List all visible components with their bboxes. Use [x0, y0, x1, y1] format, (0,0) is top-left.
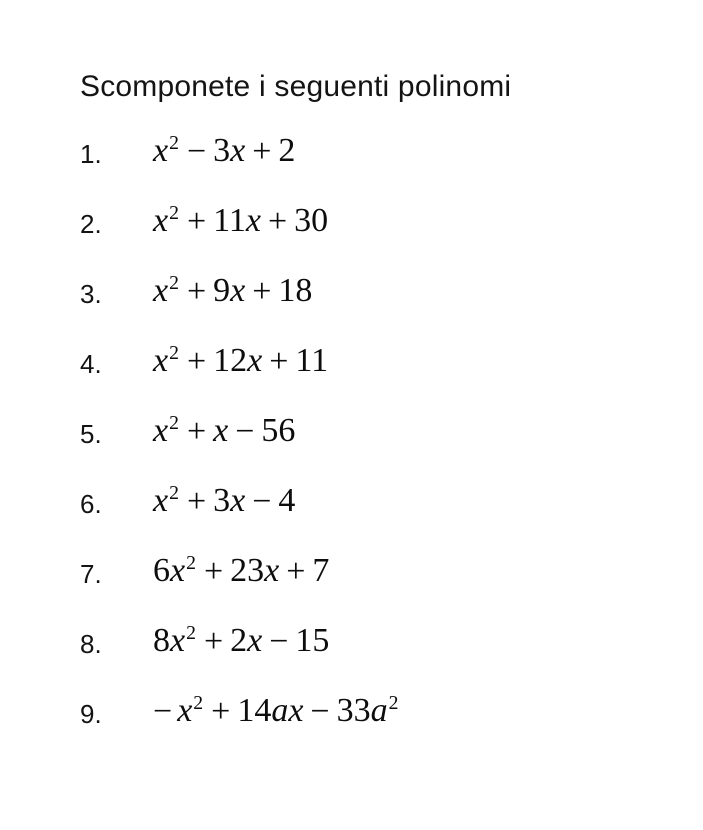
math-token: 2	[186, 622, 196, 645]
math-token: x	[153, 342, 169, 380]
math-token: 2	[169, 132, 179, 155]
math-token: x	[230, 132, 246, 170]
problem-row	[80, 677, 703, 747]
math-token: 56	[261, 412, 296, 450]
math-token: +	[269, 342, 289, 380]
math-token: x	[230, 482, 246, 520]
math-token: −	[269, 622, 289, 660]
math-token: 7	[312, 552, 330, 590]
math-token: +	[203, 622, 224, 660]
problem-row	[80, 397, 703, 467]
polynomial-expression	[153, 272, 312, 310]
math-token: +	[186, 412, 207, 450]
math-token: 2	[169, 202, 179, 225]
math-token: +	[252, 272, 272, 310]
math-token: +	[267, 202, 288, 240]
math-token: 2	[186, 552, 196, 575]
math-token: x	[230, 272, 246, 310]
math-token: x	[247, 622, 263, 660]
math-token: +	[186, 482, 207, 520]
math-token: x	[213, 412, 229, 450]
math-token: +	[252, 132, 272, 170]
math-token: +	[203, 552, 224, 590]
problem-row	[80, 187, 703, 257]
polynomial-expression	[153, 552, 329, 590]
problem-row	[80, 117, 703, 187]
problem-number: 5.	[80, 419, 102, 449]
problem-number: 9.	[80, 699, 102, 729]
math-token: 30	[294, 202, 329, 240]
math-token: +	[186, 272, 207, 310]
math-token: +	[286, 552, 306, 590]
math-token: 2	[230, 622, 248, 660]
math-token: 2	[388, 692, 399, 715]
polynomial-expression	[153, 482, 295, 520]
math-token: x	[264, 552, 280, 590]
math-token: 2	[278, 132, 296, 170]
math-token: 6	[153, 552, 170, 590]
problem-number: 3.	[80, 279, 102, 309]
math-token: x	[170, 552, 186, 590]
problem-row	[80, 467, 703, 537]
math-token: 8	[153, 622, 170, 660]
math-token: 2	[169, 342, 179, 365]
math-token: x	[153, 202, 169, 240]
math-token: a	[370, 692, 388, 730]
math-token: x	[245, 202, 261, 240]
problem-row	[80, 257, 703, 327]
polynomial-expression	[153, 202, 328, 240]
math-token: 18	[278, 272, 313, 310]
math-token: 11	[213, 202, 246, 240]
math-token: x	[288, 692, 304, 730]
problem-number: 2.	[80, 209, 102, 239]
polynomial-expression	[153, 692, 399, 730]
math-token: x	[153, 482, 169, 520]
math-token: 2	[193, 692, 204, 715]
math-token: x	[177, 692, 193, 730]
problem-row	[80, 607, 703, 677]
math-token: +	[186, 202, 207, 240]
math-token: 33	[336, 692, 371, 730]
worksheet-title: Scomponete i seguenti polinomi	[80, 70, 512, 103]
math-token: 3	[213, 482, 231, 520]
math-token: x	[247, 342, 263, 380]
math-token: x	[153, 132, 169, 170]
problem-number: 7.	[80, 559, 102, 589]
math-token: x	[153, 412, 169, 450]
math-token: 2	[169, 412, 179, 435]
polynomial-expression	[153, 342, 328, 380]
polynomial-expression	[153, 132, 295, 170]
math-token: x	[170, 622, 186, 660]
math-token: +	[186, 342, 207, 380]
math-token: 9	[213, 272, 231, 310]
math-token: 2	[169, 272, 179, 295]
math-token: 11	[295, 342, 329, 380]
math-token: 3	[213, 132, 231, 170]
math-token: 15	[295, 622, 330, 660]
problem-number: 8.	[80, 629, 102, 659]
math-token: 14	[237, 692, 272, 730]
math-token: −	[252, 482, 272, 520]
math-token: −	[186, 132, 207, 170]
problem-row	[80, 537, 703, 607]
problem-number: 4.	[80, 349, 102, 379]
problems-list	[80, 117, 703, 747]
problem-number: 1.	[80, 139, 102, 169]
polynomial-expression	[153, 622, 329, 660]
math-token: a	[271, 692, 289, 730]
math-token: 4	[278, 482, 296, 520]
math-token: −	[153, 692, 173, 730]
math-token: 2	[169, 482, 179, 505]
math-token: 23	[230, 552, 265, 590]
problem-row	[80, 327, 703, 397]
polynomial-expression	[153, 412, 295, 450]
math-token: 12	[213, 342, 248, 380]
math-token: +	[211, 692, 231, 730]
math-token: −	[310, 692, 330, 730]
math-token: x	[153, 272, 169, 310]
math-token: −	[235, 412, 255, 450]
problem-number: 6.	[80, 489, 102, 519]
